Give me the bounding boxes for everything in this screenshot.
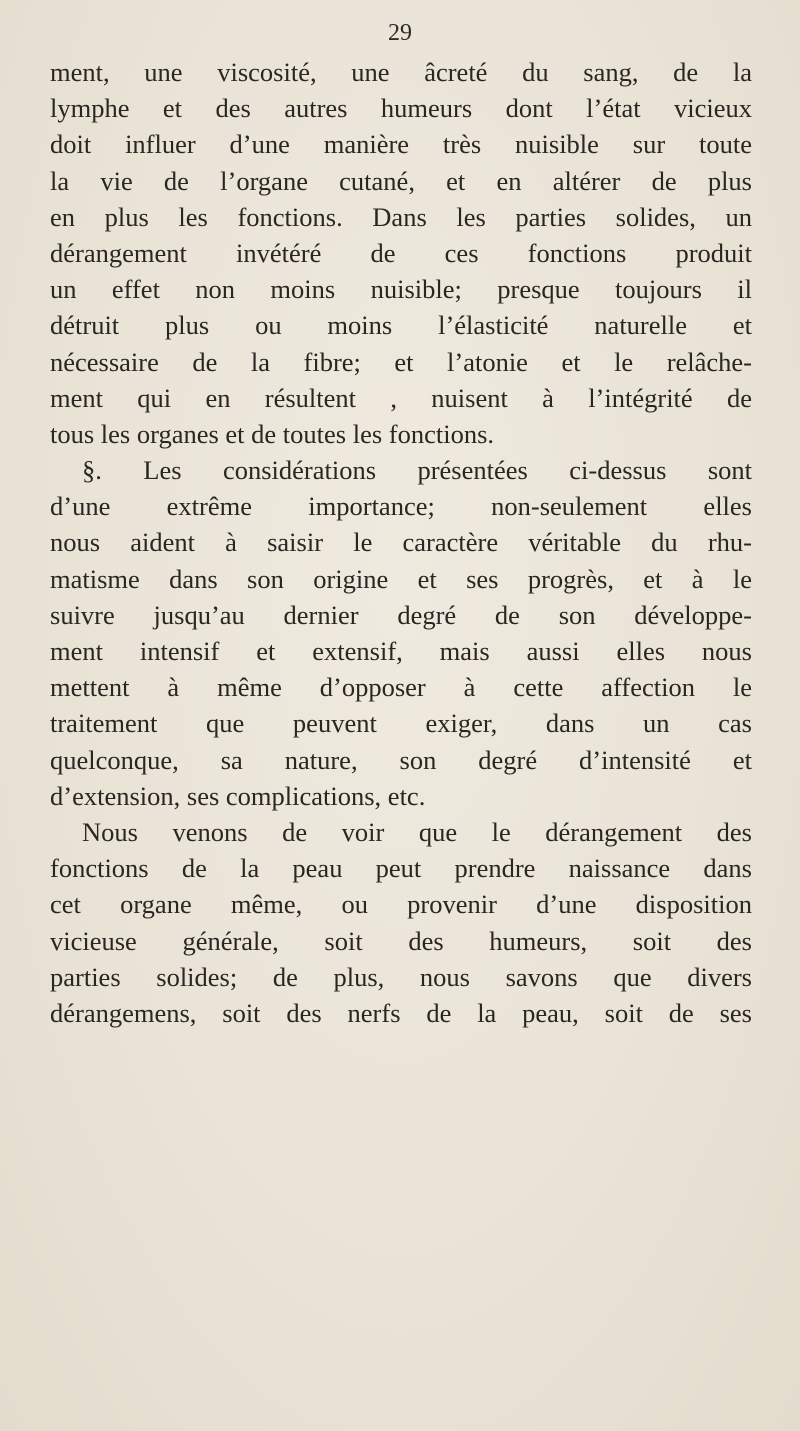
text-line: nous aident à saisir le caractère véritable du rhu- — [50, 527, 752, 558]
text-line: dérangemens, soit des nerfs de la peau, soit de ses — [50, 997, 752, 1028]
text-line: en plus les fonctions. Dans les parties solides, un — [50, 201, 752, 232]
text-line: mettent à même d’opposer à cette affection le — [50, 672, 752, 703]
text-line: cet organe même, ou provenir d’une disposition — [50, 889, 752, 920]
text-line: d’une extrême importance; non-seulement elles — [50, 491, 752, 522]
text-line: détruit plus ou moins l’élasticité naturelle et — [50, 310, 752, 341]
text-line: lymphe et des autres humeurs dont l’état vicieux — [50, 93, 752, 124]
text-line: d’extension, ses complications, etc. — [50, 780, 426, 811]
text-line: ment, une viscosité, une âcreté du sang, de la — [50, 57, 752, 87]
body-text — [50, 54, 752, 1031]
text-line: la vie de l’organe cutané, et en altérer de plus — [50, 165, 752, 196]
text-line: tous les organes et de toutes les fonctions. — [50, 418, 495, 449]
text-line: un effet non moins nuisible; presque toujours il — [50, 274, 752, 305]
text-line: ment qui en résultent , nuisent à l’intégrité de — [50, 382, 752, 413]
text-line: doit influer d’une manière très nuisible sur toute — [50, 129, 752, 160]
text-line: nécessaire de la fibre; et l’atonie et le relâche- — [50, 346, 752, 377]
text-line: ment intensif et extensif, mais aussi elles nous — [50, 636, 752, 666]
text-line: parties solides; de plus, nous savons que divers — [50, 961, 752, 992]
text-line: dérangement invétéré de ces fonctions produit — [50, 237, 752, 268]
text-line: matisme dans son origine et ses progrès, et à le — [50, 563, 752, 594]
text-line: suivre jusqu’au dernier degré de son développe- — [50, 599, 752, 630]
text-line: vicieuse générale, soit des humeurs, soit des — [50, 925, 752, 956]
text-line: traitement que peuvent exiger, dans un cas — [50, 708, 752, 739]
text-line: Nous venons de voir que le dérangement des — [82, 816, 752, 847]
text-line: fonctions de la peau peut prendre naissance dans — [50, 853, 752, 884]
text-line: quelconque, sa nature, son degré d’intensité et — [50, 744, 752, 775]
page-number: 29 — [388, 20, 412, 46]
text-line: §. Les considérations présentées ci-dessus sont — [82, 455, 752, 486]
